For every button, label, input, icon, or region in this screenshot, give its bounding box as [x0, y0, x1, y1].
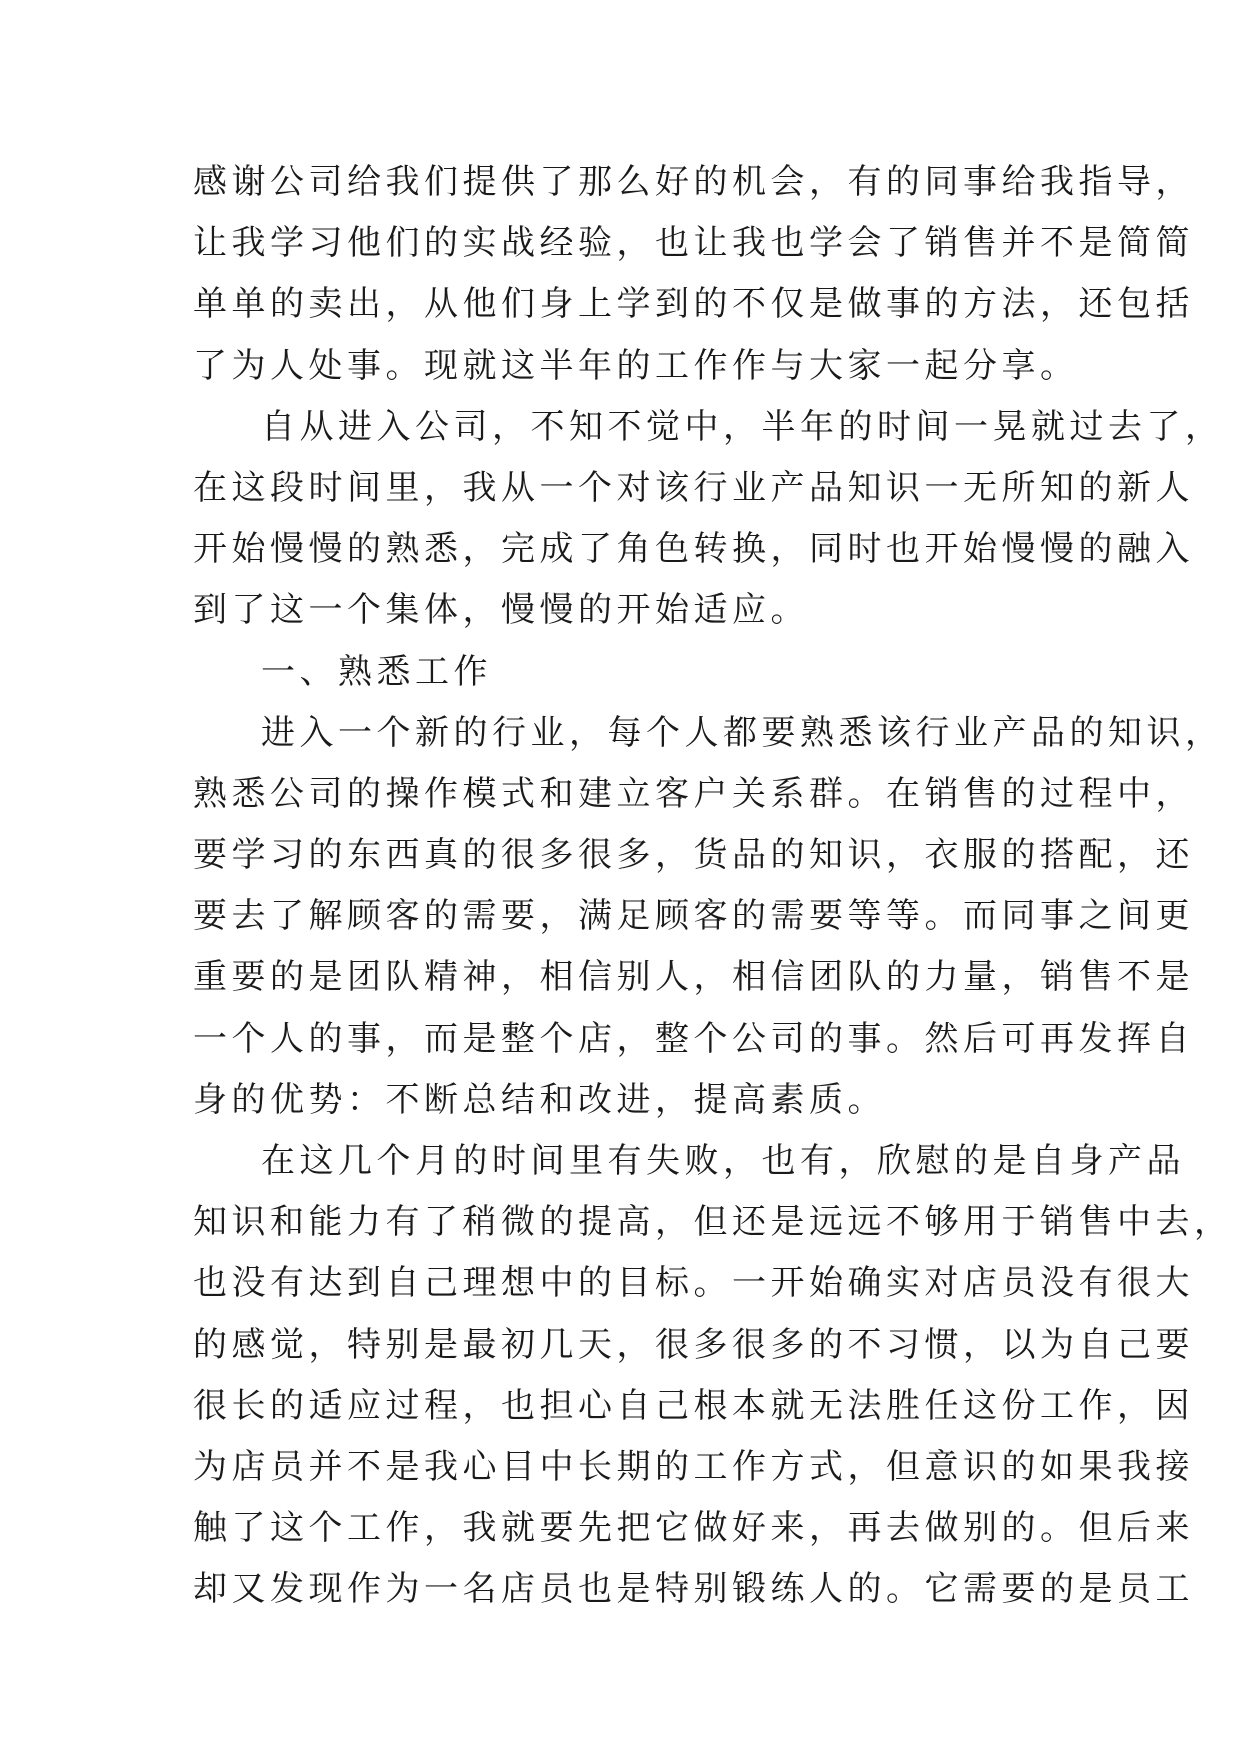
text-line: 了为人处事。现就这半年的工作作与大家一起分享。 — [193, 345, 1079, 386]
text-line: 要学习的东西真的很多很多，货品的知识，衣服的搭配，还 — [193, 835, 1194, 876]
text-line: 进入一个新的行业，每个人都要熟悉该行业产品的知识， — [261, 712, 1224, 753]
text-line: 身的优势：不断总结和改进，提高素质。 — [193, 1079, 886, 1120]
document-body — [193, 152, 1233, 1621]
text-line: 单单的卖出，从他们身上学到的不仅是做事的方法，还包括 — [193, 284, 1194, 325]
text-line: 自从进入公司，不知不觉中，半年的时间一晃就过去了， — [261, 406, 1224, 447]
text-line: 为店员并不是我心目中长期的工作方式，但意识的如果我接 — [193, 1446, 1194, 1487]
text-line: 熟悉公司的操作模式和建立客户关系群。在销售的过程中， — [193, 773, 1194, 814]
text-line: 却又发现作为一名店员也是特别锻练人的。它需要的是员工 — [193, 1569, 1194, 1610]
text-line: 一个人的事，而是整个店，整个公司的事。然后可再发挥自 — [193, 1018, 1194, 1059]
text-line: 感谢公司给我们提供了那么好的机会，有的同事给我指导， — [193, 162, 1194, 202]
text-line: 让我学习他们的实战经验，也让我也学会了销售并不是简简 — [193, 223, 1194, 264]
text-line: 在这段时间里，我从一个对该行业产品知识一无所知的新人 — [193, 467, 1194, 508]
text-line: 触了这个工作，我就要先把它做好来，再去做别的。但后来 — [193, 1508, 1194, 1549]
text-line: 很长的适应过程，也担心自己根本就无法胜任这份工作，因 — [193, 1385, 1194, 1426]
text-line: 也没有达到自己理想中的目标。一开始确实对店员没有很大 — [193, 1263, 1194, 1304]
text-line: 要去了解顾客的需要，满足顾客的需要等等。而同事之间更 — [193, 896, 1194, 937]
text-line: 在这几个月的时间里有失败，也有，欣慰的是自身产品 — [261, 1141, 1185, 1181]
text-line: 到了这一个集体，慢慢的开始适应。 — [193, 590, 809, 631]
text-line: 知识和能力有了稍微的提高，但还是远远不够用于销售中去， — [193, 1202, 1233, 1243]
text-line: 重要的是团队精神，相信别人，相信团队的力量，销售不是 — [193, 957, 1194, 998]
text-line: 一、熟悉工作 — [261, 651, 492, 692]
text-line: 的感觉，特别是最初几天，很多很多的不习惯，以为自己要 — [193, 1324, 1194, 1365]
text-line: 开始慢慢的熟悉，完成了角色转换，同时也开始慢慢的融入 — [193, 529, 1194, 570]
